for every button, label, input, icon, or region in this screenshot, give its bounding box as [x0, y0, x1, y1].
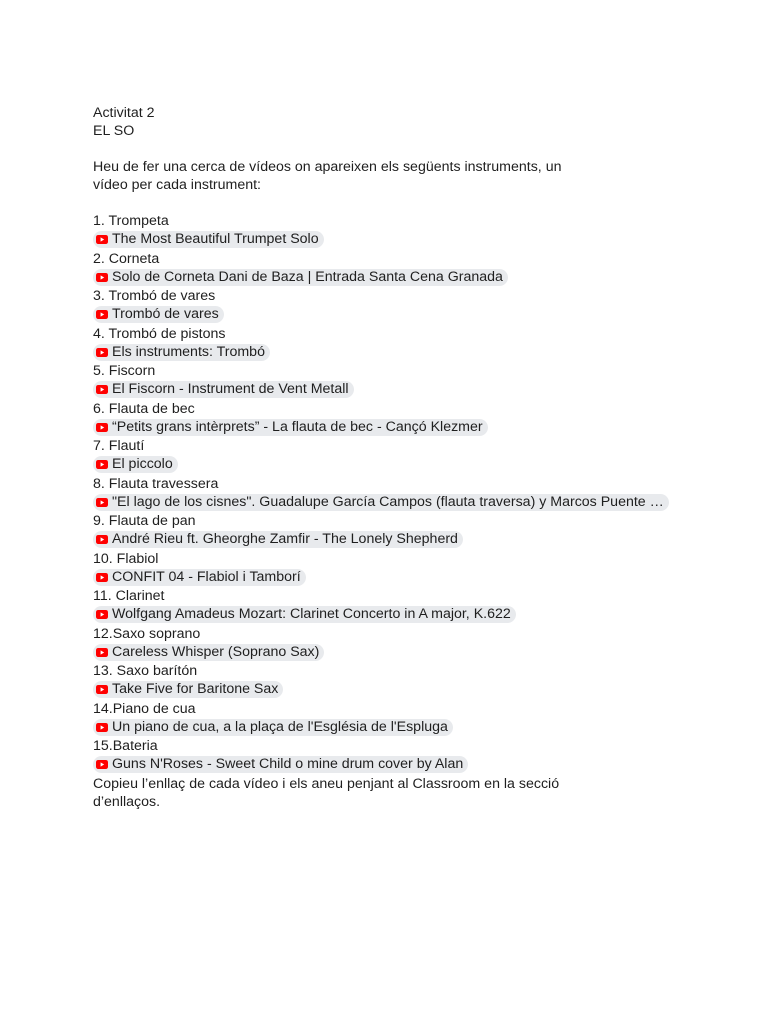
video-link-title[interactable]: CONFIT 04 - Flabiol i Tamborí	[112, 568, 301, 585]
instrument-label-1: 1. Trompeta	[93, 213, 169, 229]
video-link-chip-5[interactable]	[93, 381, 354, 398]
video-link-row	[93, 381, 768, 400]
video-link-chip-8[interactable]	[93, 494, 669, 511]
video-link-title[interactable]: "El lago de los cisnes". Guadalupe García Campos (flauta traversa) y Marcos Puente …	[112, 493, 664, 510]
video-link-title[interactable]: Careless Whisper (Soprano Sax)	[112, 643, 320, 660]
instrument-label-12: 12.Saxo soprano	[93, 625, 201, 642]
instrument-label-6: 6. Flauta de bec	[93, 400, 195, 417]
video-link-chip-12[interactable]	[93, 644, 324, 661]
outro-text-line-1: Copieu l’enllaç de cada vídeo i els aneu penjant al Classroom en la secció	[93, 775, 560, 792]
video-link-row	[93, 719, 768, 738]
video-link-row	[93, 569, 768, 588]
video-link-row	[93, 456, 768, 475]
video-link-title[interactable]: André Rieu ft. Gheorghe Zamfir - The Lonely Shepherd	[112, 531, 458, 547]
video-link-row	[93, 231, 768, 250]
video-link-row	[93, 344, 768, 363]
instrument-label-4: 4. Trombó de pistons	[93, 325, 226, 342]
instrument-label-11: 11. Clarinet	[93, 588, 165, 604]
video-link-title[interactable]: “Petits grans intèrprets” - La flauta de bec - Cançó Klezmer	[112, 418, 483, 435]
video-link-chip-3[interactable]	[93, 306, 224, 323]
video-link-title[interactable]: Solo de Corneta Dani de Baza | Entrada Santa Cena Granada	[112, 268, 503, 285]
video-link-row	[93, 269, 768, 288]
spacer	[93, 140, 768, 158]
video-link-title[interactable]: Un piano de cua, a la plaça de l'Església de l'Espluga	[112, 718, 448, 735]
youtube-icon	[96, 610, 108, 619]
activity-title: Activitat 2	[93, 105, 155, 121]
youtube-icon	[96, 648, 108, 657]
youtube-icon	[96, 423, 108, 432]
instrument-label-8: 8. Flauta travessera	[93, 475, 219, 492]
video-link-title[interactable]: The Most Beautiful Trumpet Solo	[112, 231, 319, 247]
instrument-label-5: 5. Fiscorn	[93, 363, 156, 379]
instrument-label-7: 7. Flautí	[93, 438, 145, 454]
video-link-row	[93, 606, 768, 625]
video-link-chip-4[interactable]	[93, 344, 270, 361]
youtube-icon	[96, 460, 108, 469]
youtube-icon	[96, 385, 108, 394]
instrument-label-15: 15.Bateria	[93, 738, 158, 754]
video-link-chip-13[interactable]	[93, 681, 283, 698]
instrument-label-2: 2. Corneta	[93, 250, 160, 267]
outro-text-line-2: d’enllaços.	[93, 794, 161, 810]
youtube-icon	[96, 535, 108, 544]
video-link-chip-15[interactable]	[93, 756, 468, 773]
youtube-icon	[96, 310, 108, 319]
youtube-icon	[96, 573, 108, 582]
intro-text-line-1: Heu de fer una cerca de vídeos on apareixen els següents instruments, un	[93, 159, 562, 175]
video-link-title[interactable]: El piccolo	[112, 456, 173, 472]
video-link-chip-1[interactable]	[93, 231, 324, 248]
spacer	[93, 194, 768, 212]
video-link-title[interactable]: Trombó de vares	[112, 306, 219, 322]
youtube-icon	[96, 760, 108, 769]
video-link-row	[93, 494, 768, 513]
video-link-title[interactable]: Guns N'Roses - Sweet Child o mine drum cover by Alan	[112, 756, 464, 772]
instrument-label-10: 10. Flabiol	[93, 550, 159, 567]
youtube-icon	[96, 273, 108, 282]
video-link-chip-10[interactable]	[93, 569, 306, 586]
instrument-label-3: 3. Trombó de vares	[93, 288, 216, 304]
intro-text-line-2: vídeo per cada instrument:	[93, 177, 261, 193]
youtube-icon	[96, 498, 108, 507]
video-link-chip-9[interactable]	[93, 531, 463, 548]
video-link-row	[93, 756, 768, 775]
video-link-row	[93, 644, 768, 663]
video-link-row	[93, 419, 768, 438]
youtube-icon	[96, 348, 108, 357]
video-link-title[interactable]: Take Five for Baritone Sax	[112, 681, 279, 697]
video-link-chip-2[interactable]	[93, 269, 508, 286]
instrument-label-13: 13. Saxo barítón	[93, 663, 198, 679]
video-link-chip-11[interactable]	[93, 606, 516, 623]
video-link-chip-14[interactable]	[93, 719, 453, 736]
video-link-row	[93, 681, 768, 700]
instrument-label-14: 14.Piano de cua	[93, 700, 196, 717]
video-link-title[interactable]: El Fiscorn - Instrument de Vent Metall	[112, 381, 349, 397]
youtube-icon	[96, 723, 108, 732]
video-link-chip-7[interactable]	[93, 456, 178, 473]
youtube-icon	[96, 685, 108, 694]
instrument-label-9: 9. Flauta de pan	[93, 513, 196, 529]
video-link-title[interactable]: Wolfgang Amadeus Mozart: Clarinet Concerto in A major, K.622	[112, 606, 511, 622]
video-link-title[interactable]: Els instruments: Trombó	[112, 343, 265, 360]
activity-subtitle: EL SO	[93, 123, 135, 139]
youtube-icon	[96, 235, 108, 244]
video-link-row	[93, 531, 768, 550]
video-link-row	[93, 306, 768, 325]
video-link-chip-6[interactable]	[93, 419, 488, 436]
instrument-list	[93, 212, 768, 775]
